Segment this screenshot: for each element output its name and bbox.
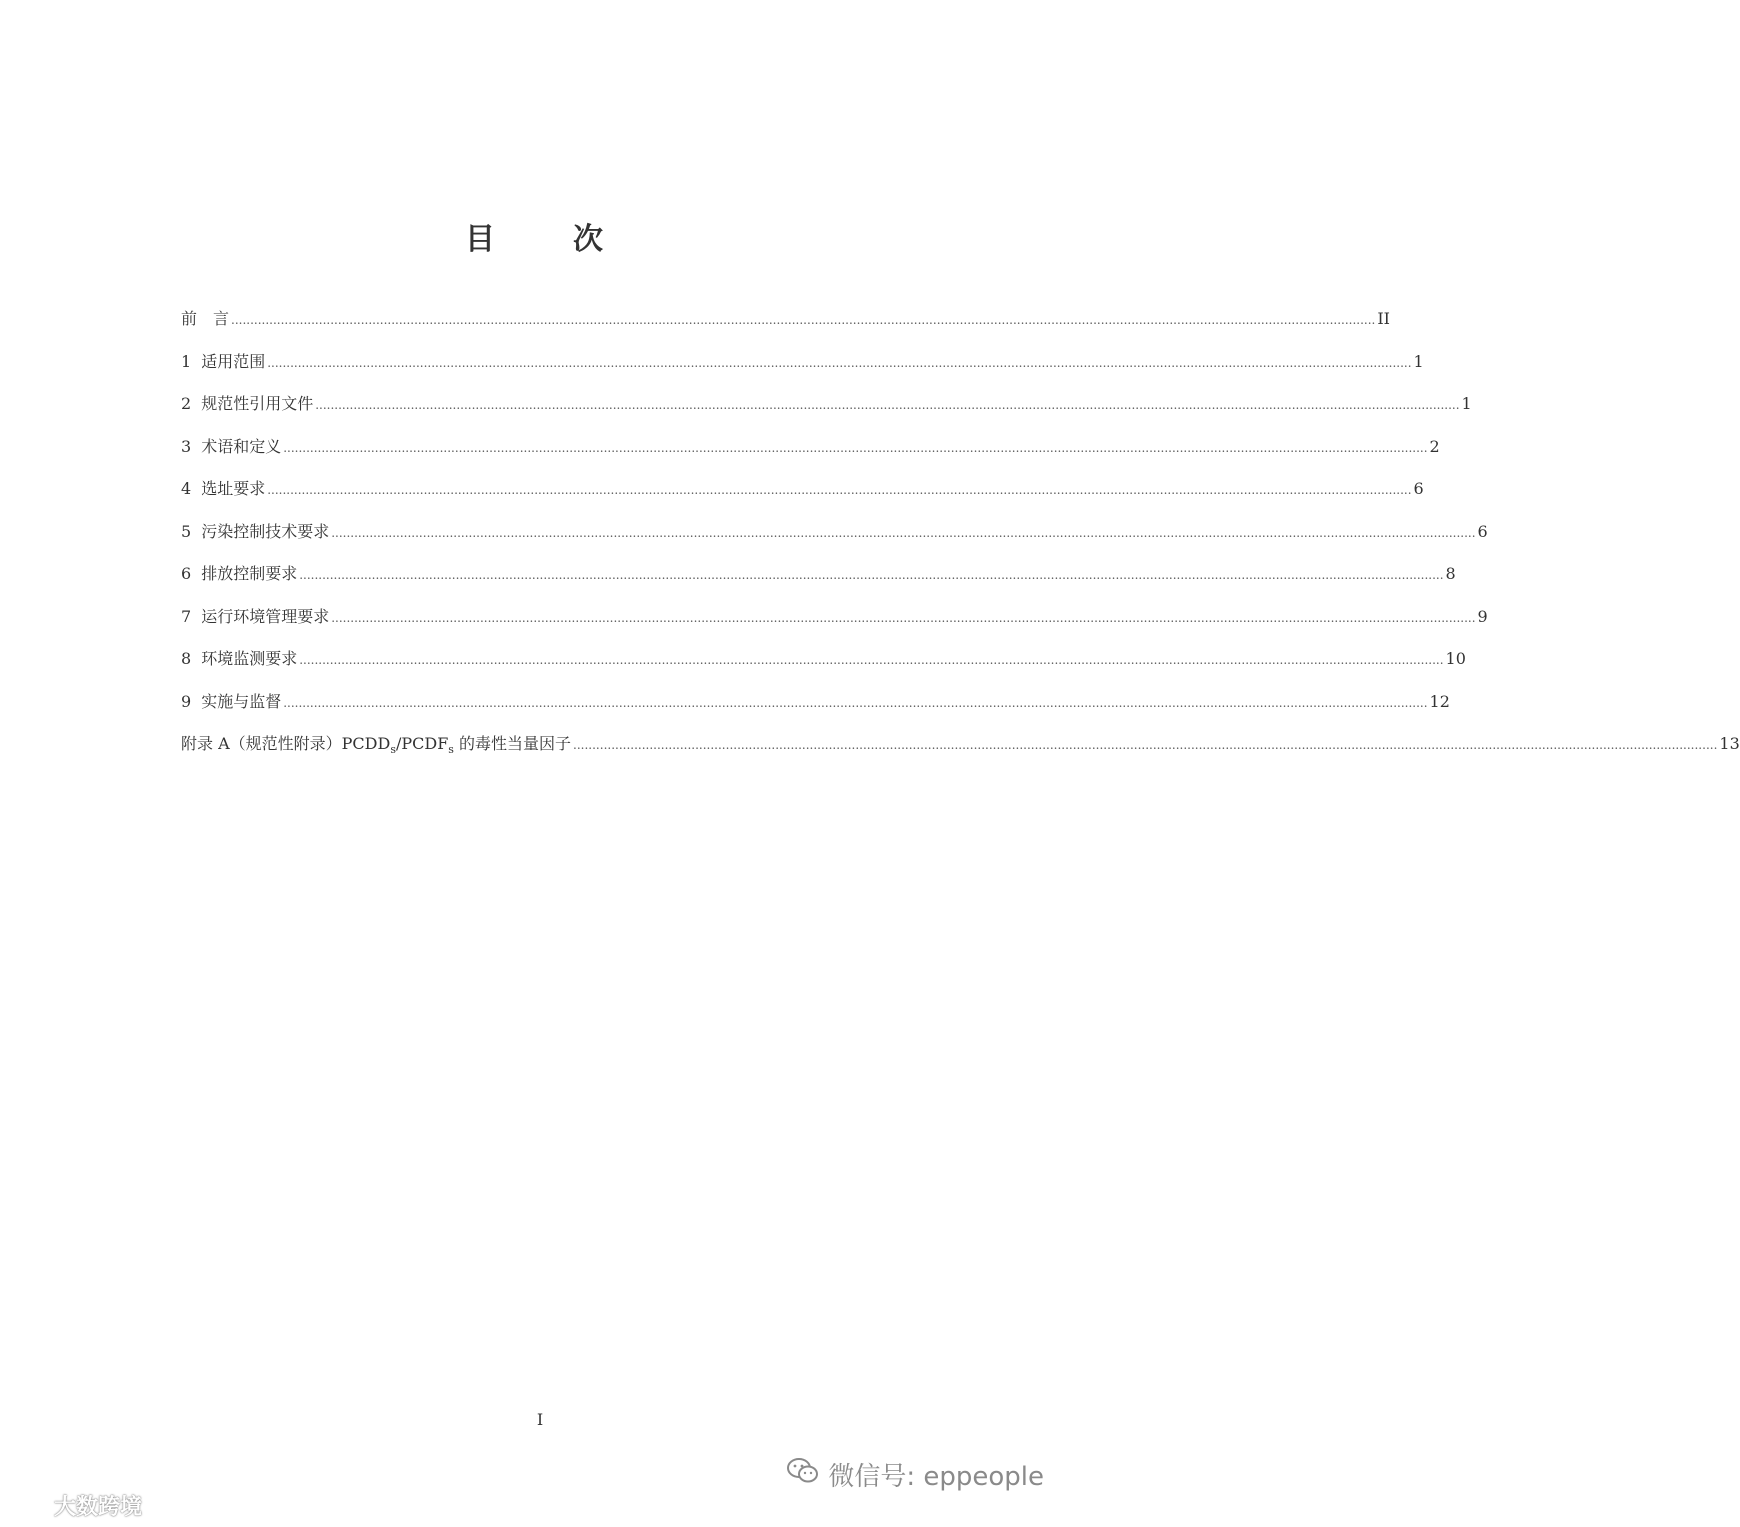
page-number: I	[536, 1410, 544, 1429]
toc-item[interactable]	[181, 306, 1390, 349]
toc-leader-dots: ............................................................................................................................................................................................................................................................................................................	[299, 568, 1444, 582]
toc-item[interactable]	[181, 604, 1488, 647]
toc-item-page: 13	[1719, 734, 1740, 753]
toc-item-page: 6	[1477, 521, 1488, 541]
toc-item-label: 前 言	[181, 309, 230, 328]
toc-item-number: 5	[181, 521, 192, 541]
page-title: 目 次	[465, 222, 627, 257]
wechat-watermark	[786, 1456, 1044, 1493]
appendix-label-prefix: 附录 A（规范性附录）PCDD	[181, 734, 391, 753]
toc-item-appendix[interactable]	[181, 731, 1740, 774]
toc-item-number: 9	[181, 691, 192, 711]
toc-item-label: 实施与监督	[201, 691, 282, 711]
toc-item[interactable]	[181, 476, 1424, 519]
toc-leader-dots: ............................................................................................................................................................................................................................................................................................................	[315, 398, 1460, 412]
appendix-label-middle: /PCDF	[395, 734, 449, 753]
toc-item-page: 1	[1461, 394, 1472, 413]
toc-item-page: 12	[1429, 691, 1450, 711]
toc-leader-dots: ............................................................................................................................................................................................................................................................................................................	[283, 695, 1428, 710]
wechat-icon	[786, 1456, 820, 1493]
toc-item-label	[181, 731, 571, 756]
toc-item-label: 运行环境管理要求	[201, 606, 330, 626]
toc-item-label: 排放控制要求	[201, 564, 298, 583]
toc-leader-dots: ............................................................................................................................................................................................................................................................................................................	[267, 483, 1412, 497]
toc-item[interactable]	[181, 519, 1488, 562]
toc-item-number: 4	[181, 479, 192, 498]
appendix-subscript: s	[390, 743, 396, 757]
toc-item-number: 7	[181, 606, 192, 626]
wechat-id-text: 微信号: eppeople	[828, 1462, 1044, 1492]
toc-item-page: II	[1377, 309, 1390, 328]
toc-item[interactable]	[181, 689, 1450, 732]
toc-leader-dots: ............................................................................................................................................................................................................................................................................................................	[331, 610, 1476, 625]
toc-item[interactable]	[181, 561, 1456, 604]
toc-leader-dots: ............................................................................................................................................................................................................................................................................................................	[267, 355, 1412, 370]
toc-item-page: 10	[1445, 649, 1466, 668]
toc-item-page: 6	[1413, 479, 1424, 498]
toc-item-label: 术语和定义	[201, 436, 282, 456]
brand-name: 大数跨境	[54, 1495, 143, 1520]
toc-leader-dots: ............................................................................................................................................................................................................................................................................................................	[331, 525, 1476, 540]
toc-item-number: 3	[181, 436, 192, 456]
toc-item-number: 8	[181, 649, 192, 668]
toc-item-page: 8	[1445, 564, 1456, 583]
brand-watermark	[6, 1490, 142, 1521]
toc-item[interactable]	[181, 349, 1424, 392]
toc-leader-dots: ............................................................................................................................................................................................................................................................................................................	[231, 313, 1376, 327]
toc-item-label: 规范性引用文件	[201, 394, 314, 413]
toc-item[interactable]	[181, 646, 1466, 689]
toc-item-label: 适用范围	[201, 351, 266, 371]
brand-logo-icon	[6, 1491, 48, 1521]
appendix-label-suffix: 的毒性当量因子	[453, 734, 572, 753]
toc-leader-dots: ............................................................................................................................................................................................................................................................................................................	[283, 440, 1428, 455]
toc-leader-dots: ............................................................................................................................................................................................................................................................................................................	[573, 738, 1718, 752]
toc-item-page: 1	[1413, 351, 1424, 371]
toc-item[interactable]	[181, 434, 1440, 477]
toc-item-number: 6	[181, 564, 192, 583]
toc-item-label: 选址要求	[201, 479, 266, 498]
appendix-subscript: s	[448, 743, 454, 757]
toc-item-page: 2	[1429, 436, 1440, 456]
toc-item[interactable]	[181, 391, 1472, 434]
toc-item-label: 环境监测要求	[201, 649, 298, 668]
table-of-contents	[181, 306, 1740, 774]
toc-item-label: 污染控制技术要求	[201, 521, 330, 541]
toc-item-number: 2	[181, 394, 192, 413]
toc-item-page: 9	[1477, 606, 1488, 626]
toc-leader-dots: ............................................................................................................................................................................................................................................................................................................	[299, 653, 1444, 667]
toc-item-number: 1	[181, 351, 192, 371]
